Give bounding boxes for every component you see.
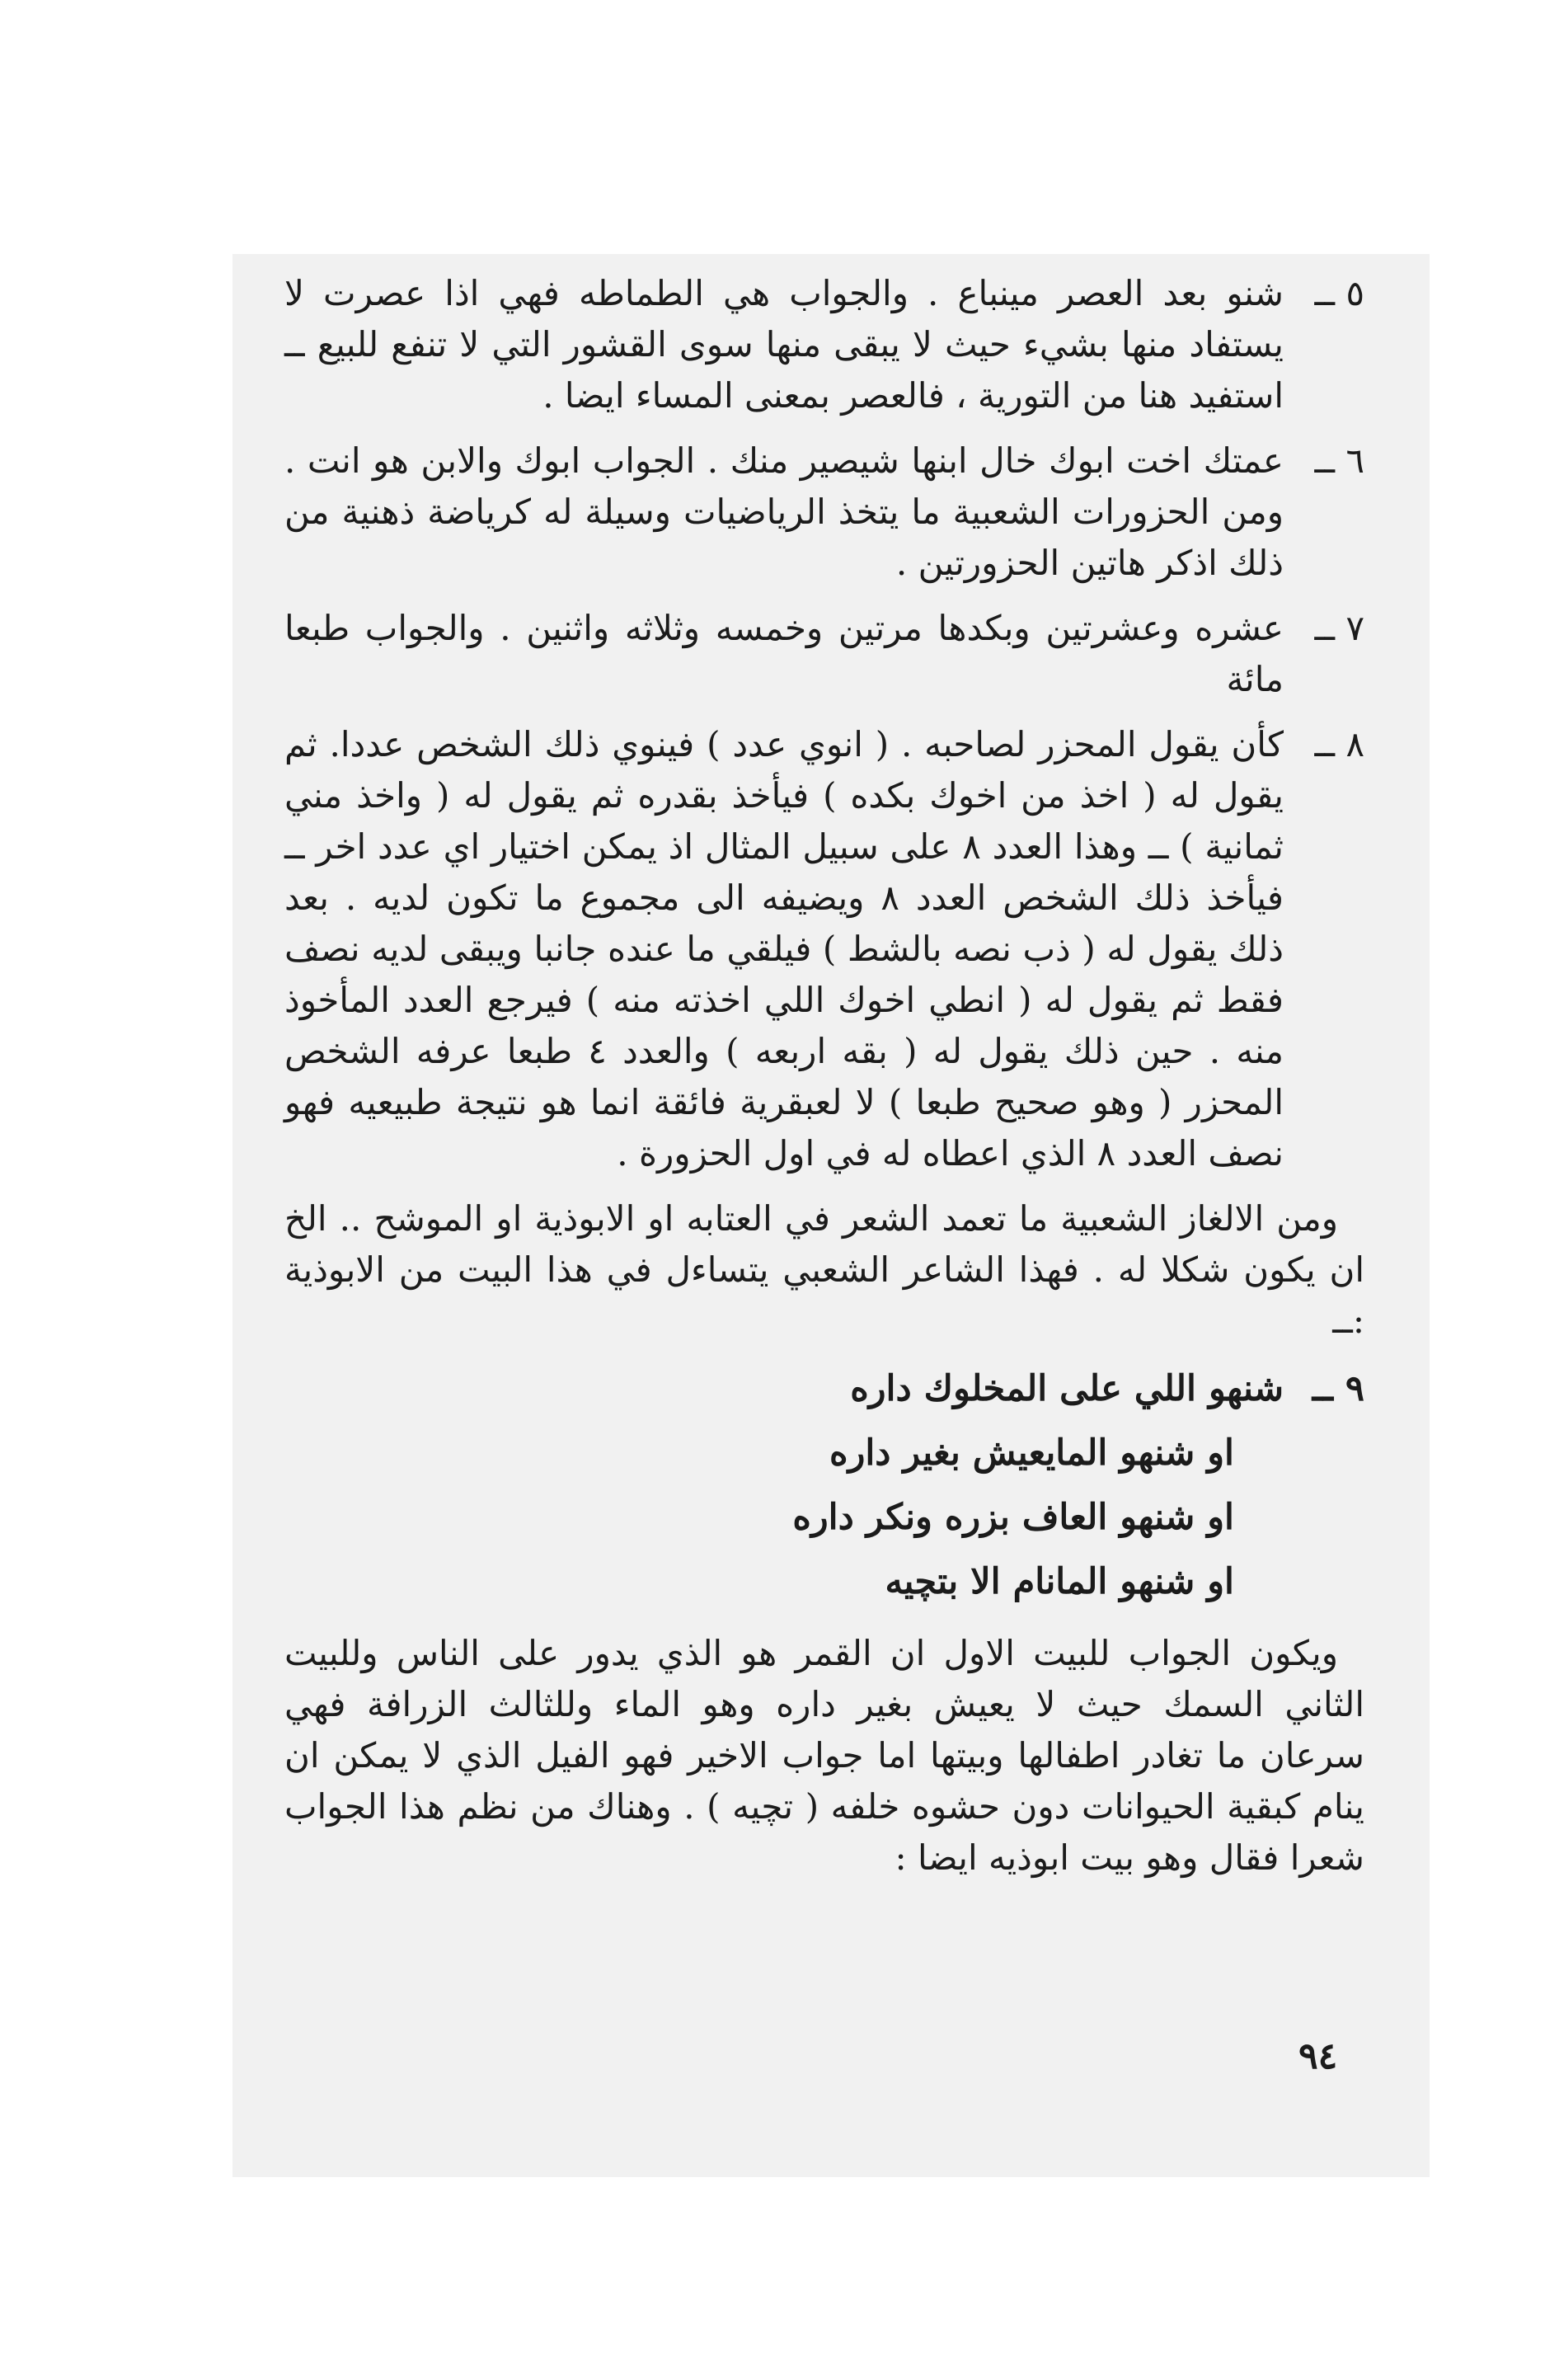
- riddle-item-7: [284, 603, 1364, 705]
- poem-line: او شنهو المانام الا بتچيه: [885, 1561, 1234, 1602]
- poem-line: او شنهو العاف بزره ونكر داره: [792, 1497, 1234, 1538]
- answer-paragraph: ويكون الجواب للبيت الاول ان القمر هو الذي يدور على الناس وللبيت الثاني السمك حيث لا يعيش بغير داره وهو الماء وللثالث الزرافة فهي سرعان ما تغادر اطفالها وبيتها اما جواب الاخير فهو الفيل الذي لا يمكن ان ينام كبقية الحيوانات دون حشوه خلفه ( تچيه ) . وهناك من نظم هذا الجواب شعرا فقال وهو بيت ابوذيه ايضا :: [284, 1633, 1364, 1878]
- poem-line: شنهو اللي على المخلوك داره: [850, 1368, 1284, 1409]
- intro-paragraph: ومن الالغاز الشعبية ما تعمد الشعر في العتابه او الابوذية او الموشح .. الخ ان يكون شكلا له . فهذا الشاعر الشعبي يتساءل في هذا البيت من الابوذية :ــ: [284, 1198, 1364, 1341]
- item-number: ٩ ــ: [1312, 1368, 1364, 1409]
- item-number: ٧ ــ: [1314, 608, 1364, 648]
- poem-lines: [284, 1357, 1284, 1614]
- item-text: كأن يقول المحزر لصاحبه . ( انوي عدد ) فينوي ذلك الشخص عددا. ثم يقول له ( اخذ من اخوك بكده ) فيأخذ بقدره ثم يقول له ( واخذ مني ثمانية ) ــ وهذا العدد ٨ على سبيل المثال اذ يمكن اختيار اي عدد اخر ــ فيأخذ ذلك الشخص العدد ٨ ويضيفه الى مجموع ما تكون لديه . بعد ذلك يقول له ( ذب نصه بالشط ) فيلقي ما عنده جانبا ويبقى لديه نصف فقط ثم يقول له ( انطي اخوك اللي اخذته منه ) فيرجع العدد المأخوذ منه . حين ذلك يقول له ( بقه اربعه ) والعدد ٤ طبعا عرفه الشخص المحزر ( وهو صحيح طبعا ) لا لعبقرية فائقة انما هو نتيجة طبيعيه فهو نصف العدد ٨ الذي اعطاه له في اول الحزورة .: [284, 724, 1284, 1174]
- poem-item-9: [284, 1357, 1364, 1614]
- item-number: ٨ ــ: [1314, 724, 1364, 764]
- page-number: ٩٤: [1298, 2035, 1338, 2077]
- item-number: ٥ ــ: [1314, 273, 1364, 313]
- item-text: شنو بعد العصر مينباع . والجواب هي الطماطه فهي اذا عصرت لا يستفاد منها بشيء حيث لا يبقى منها سوى القشور التي لا تنفع للبيع ــ استفيد هنا من التورية ، فالعصر بمعنى المساء ايضا .: [284, 273, 1284, 416]
- poem-line: او شنهو المايعيش بغير داره: [829, 1432, 1234, 1474]
- riddle-item-8: [284, 719, 1364, 1179]
- item-number: ٦ ــ: [1314, 440, 1364, 481]
- text-column: [284, 268, 1364, 1890]
- riddle-item-6: [284, 435, 1364, 589]
- item-text: عشره وعشرتين وبكدها مرتين وخمسه وثلاثه واثنين . والجواب طبعا مائة: [284, 608, 1284, 699]
- item-text: عمتك اخت ابوك خال ابنها شيصير منك . الجواب ابوك والابن هو انت . ومن الحزورات الشعبية ما يتخذ الرياضيات وسيلة له كرياضة ذهنية من ذلك اذكر هاتين الحزورتين .: [284, 440, 1284, 583]
- riddle-item-5: [284, 268, 1364, 421]
